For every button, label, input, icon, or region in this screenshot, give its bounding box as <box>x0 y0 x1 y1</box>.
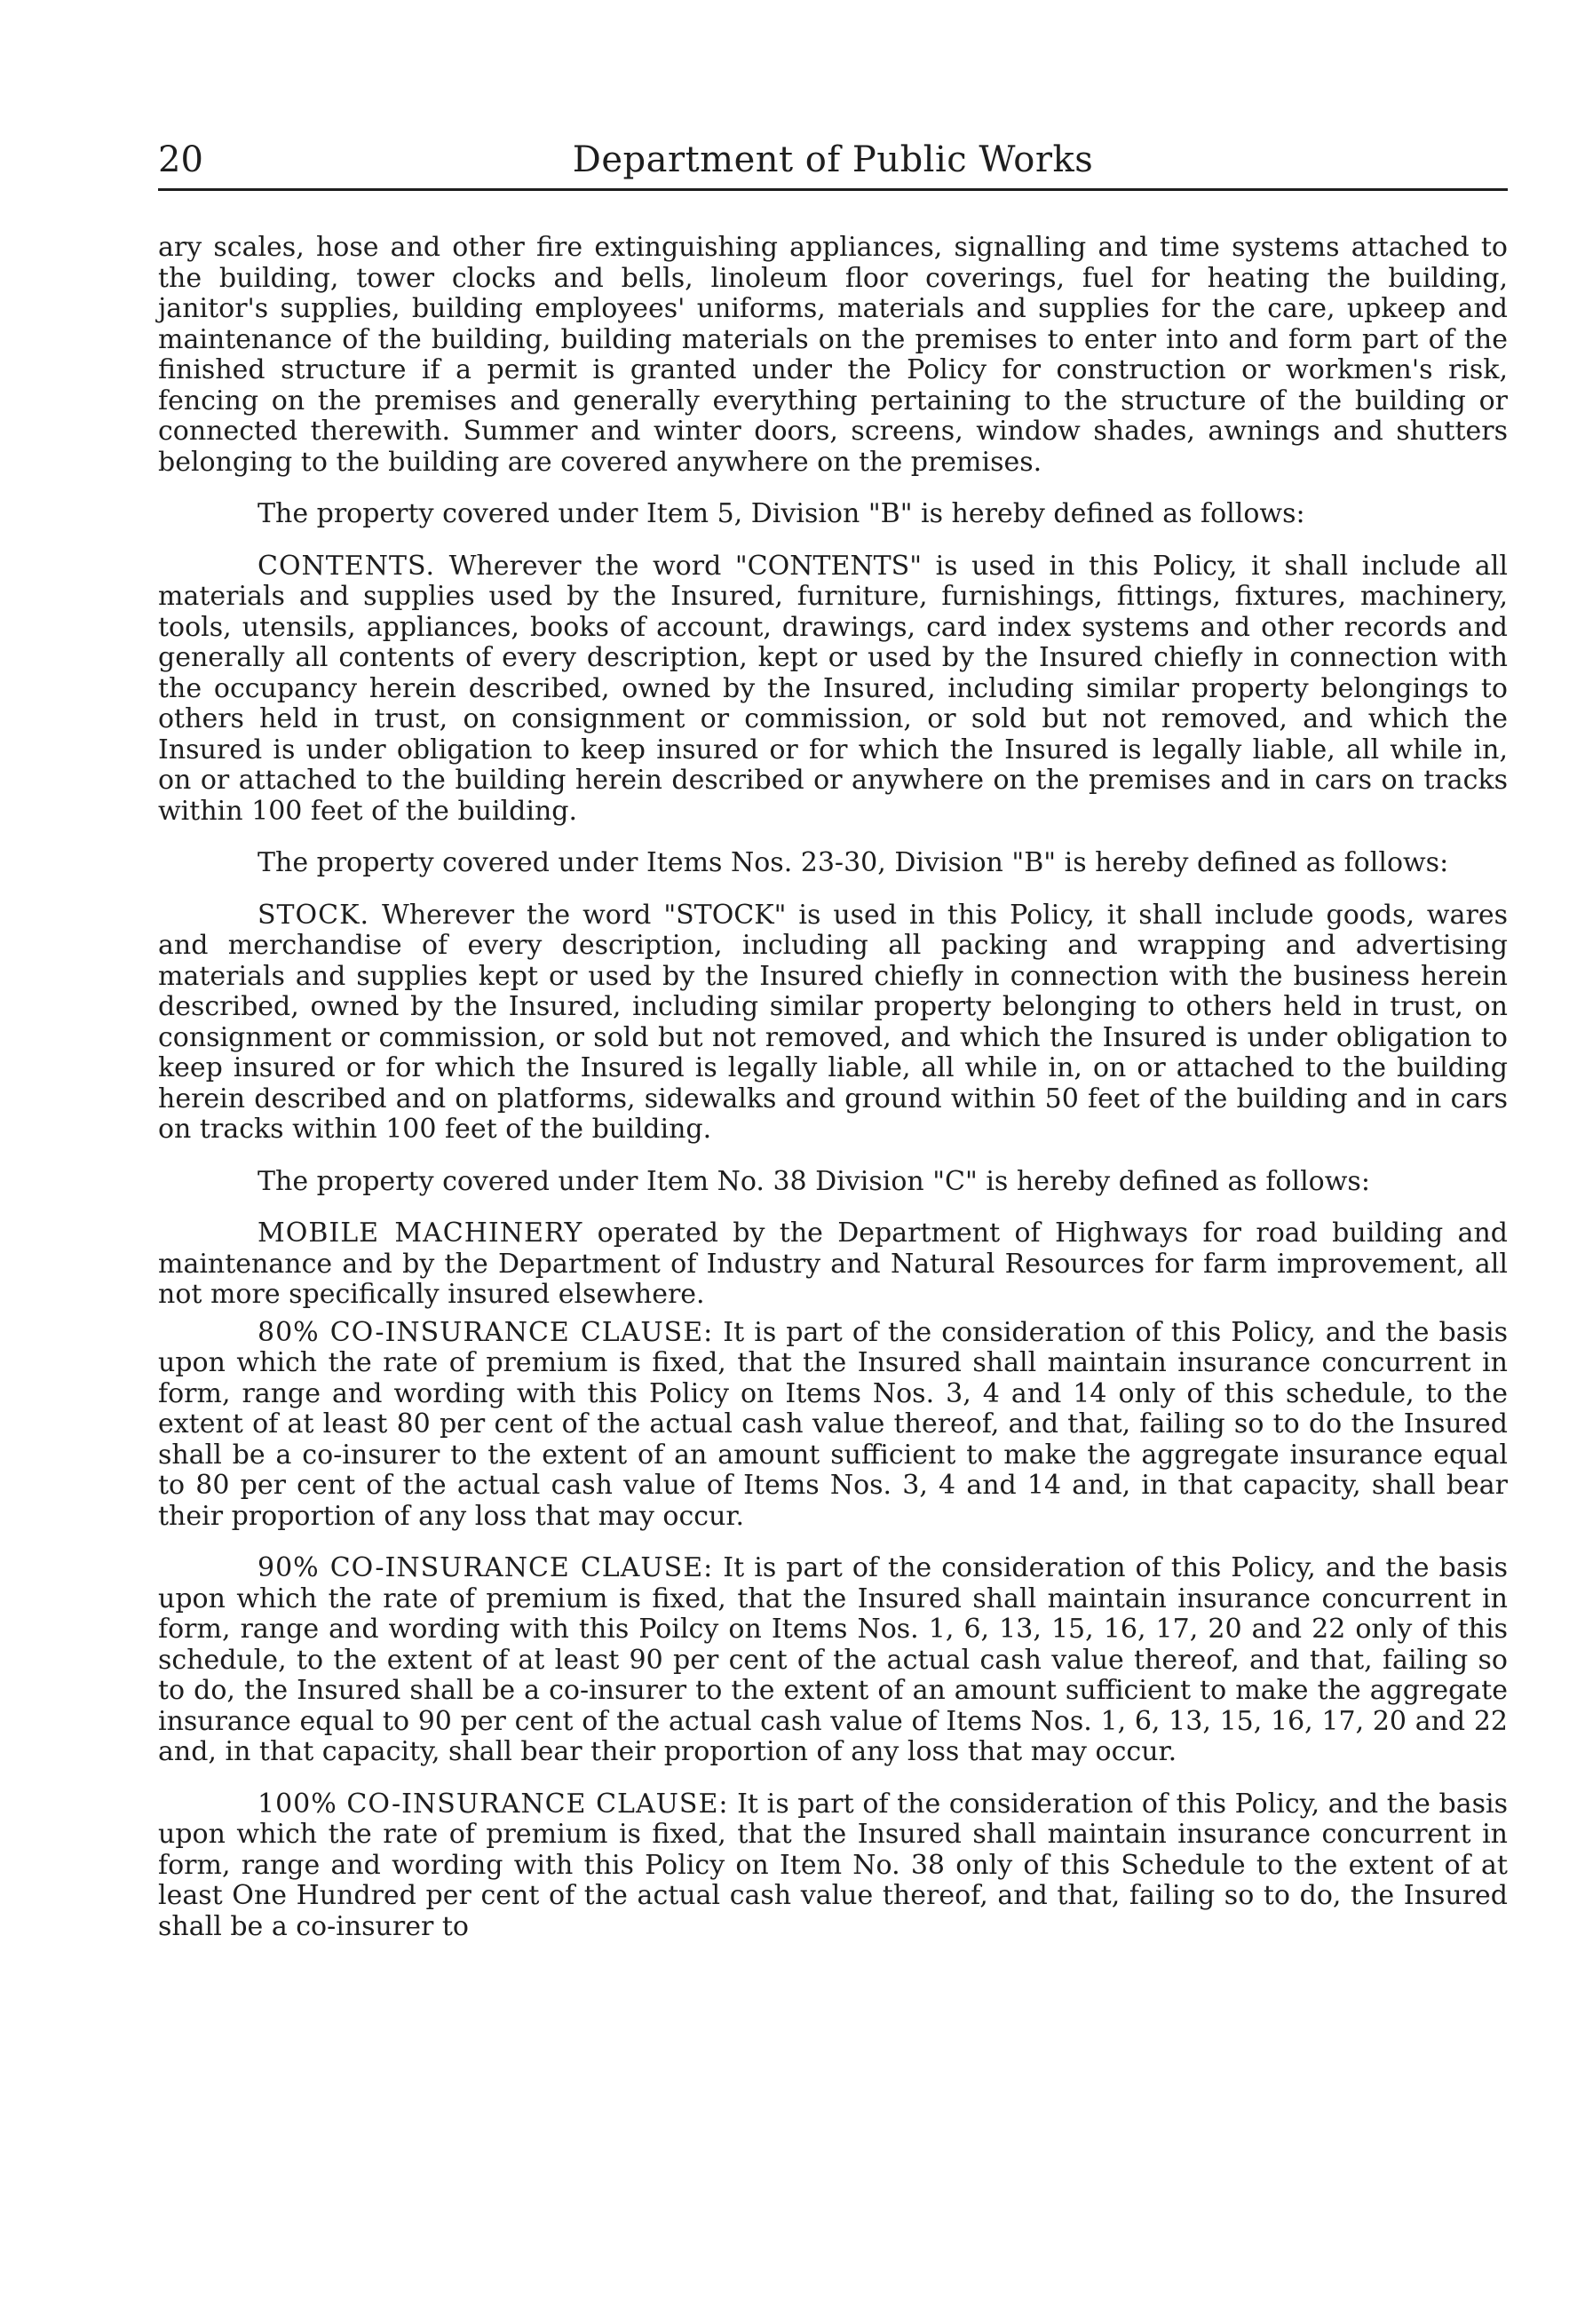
paragraph-text: Wherever the word "STOCK" is used in this Policy, it shall include goods, wares and merchandise of every description, including all packing and wrapping and advertising materials and supplies kept or used by the Insured chiefly in connection with the business herein described, owned by the Insured, including similar property belonging to others held in trust, on consignment or commission, or sold but not removed, and which the Insured is under obligation to keep insured or for which the Insured is legally liable, all while in, on or attached to the building herein described and on platforms, sidewalks and ground within 50 feet of the building and in cars on tracks within 100 feet of the building. <box>158 899 1508 1145</box>
paragraph-text: The property covered under Items Nos. 23-30, Division "B" is hereby defined as follows: <box>258 847 1449 878</box>
paragraph-stock-definition <box>158 900 1508 1146</box>
paragraph-lead: CONTENTS. <box>258 550 435 582</box>
page-number: 20 <box>158 139 203 180</box>
paragraph-90-coinsurance <box>158 1553 1508 1768</box>
body-text <box>158 233 1508 1963</box>
paragraph-lead: 90% CO-INSURANCE CLAUSE: <box>258 1552 714 1583</box>
paragraph-text: ary scales, hose and other fire extinguishing appliances, signalling and time systems attached to the building, tower clocks and bells, linoleum floor coverings, fuel for heating the building, janitor's supplies, building employees' uniforms, materials and supplies for the care, upkeep and maintenance of the building, building materials on the premises to enter into and form part of the finished structure if a permit is granted under the Policy for construction or workmen's risk, fencing on the premises and generally everything pertaining to the structure of the building or connected therewith. Summer and winter doors, screens, window shades, awnings and shutters belonging to the building are covered anywhere on the premises. <box>158 232 1508 478</box>
running-title: Department of Public Works <box>572 139 1094 180</box>
paragraph-lead: 100% CO-INSURANCE CLAUSE: <box>258 1788 729 1820</box>
paragraph-building-items <box>158 233 1508 478</box>
paragraph-text: The property covered under Item 5, Division "B" is hereby defined as follows: <box>258 498 1305 529</box>
paragraph-item-5-intro <box>158 499 1508 530</box>
paragraph-lead: STOCK. <box>258 899 370 931</box>
paragraph-text: operated by the Department of Highways for road building and maintenance and by the Department of Industry and Natural Resources for farm improvement, all not more specifically insured elsewhere. <box>158 1218 1508 1310</box>
page-header <box>158 131 1508 191</box>
paragraph-text: It is part of the consideration of this Policy, and the basis upon which the rate of premium is fixed, that the Insured shall maintain insurance concurrent in form, range and wording with this Poilcy on Items Nos. 1, 6, 13, 15, 16, 17, 20 and 22 only of this schedule, to the extent of at least 90 per cent of the actual cash value thereof, and that, failing so to do, the Insured shall be a co-insurer to the extent of an amount sufficient to make the aggregate insurance equal to 90 per cent of the actual cash value of Items Nos. 1, 6, 13, 15, 16, 17, 20 and 22 and, in that capacity, shall bear their proportion of any loss that may occur. <box>158 1552 1509 1767</box>
paragraph-text: It is part of the consideration of this Policy, and the basis upon which the rate of premium is fixed, that the Insured shall maintain insurance concurrent in form, range and wording with this Policy on Items Nos. 3, 4 and 14 only of this schedule, to the extent of at least 80 per cent of the actual cash value thereof, and that, failing so to do the Insured shall be a co-insurer to the extent of an amount sufficient to make the aggregate insurance equal to 80 per cent of the actual cash value of Items Nos. 3, 4 and 14 and, in that capacity, shall bear their proportion of any loss that may occur. <box>158 1316 1509 1532</box>
paragraph-lead: 80% CO-INSURANCE CLAUSE: <box>258 1316 714 1348</box>
paragraph-items-23-30-intro <box>158 848 1508 879</box>
paragraph-item-38-intro <box>158 1167 1508 1198</box>
paragraph-80-coinsurance <box>158 1318 1508 1533</box>
paragraph-text: It is part of the consideration of this Policy, and the basis upon which the rate of premium is fixed, that the Insured shall maintain insurance concurrent in form, range and wording with this Policy on Item No. 38 only of this Schedule to the extent of at least One Hundred per cent of the actual cash value thereof, and that, failing so to do, the Insured shall be a co-insurer to <box>158 1788 1508 1942</box>
paragraph-text: Wherever the word "CONTENTS" is used in this Policy, it shall include all materials and supplies used by the Insured, furniture, furnishings, fittings, fixtures, machinery, tools, utensils, appliances, books of account, drawings, card index systems and other records and generally all contents of every description, kept or used by the Insured chiefly in connection with the occupancy herein described, owned by the Insured, including similar property belongings to others held in trust, on consignment or commission, or sold but not removed, and which the Insured is under obligation to keep insured or for which the Insured is legally liable, all while in, on or attached to the building herein described or anywhere on the premises and in cars on tracks within 100 feet of the building. <box>158 550 1508 827</box>
paragraph-contents-definition <box>158 551 1508 828</box>
paragraph-mobile-machinery <box>158 1218 1508 1311</box>
paragraph-text: The property covered under Item No. 38 Division "C" is hereby defined as follows: <box>258 1165 1370 1197</box>
paragraph-100-coinsurance <box>158 1789 1508 1943</box>
paragraph-lead: MOBILE MACHINERY <box>258 1218 583 1249</box>
